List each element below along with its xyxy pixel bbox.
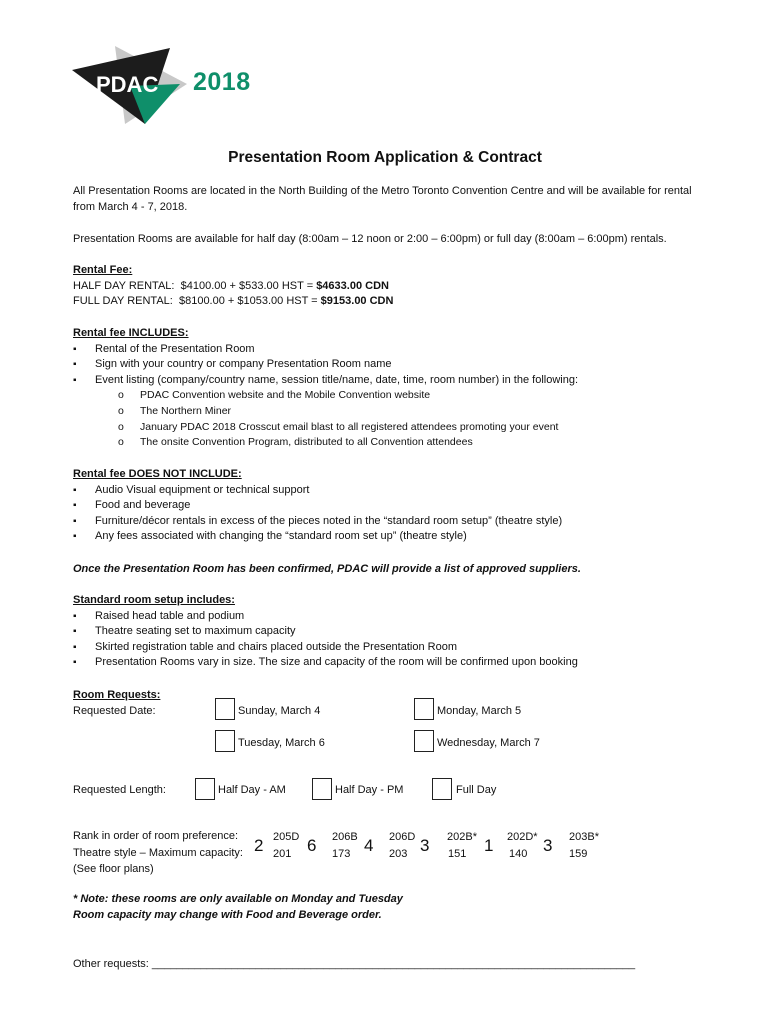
intro-availability: Presentation Rooms are available for half day (8:00am – 12 noon or 2:00 – 6:00pm) or full day (8:00am – 6:00pm) rentals. <box>73 233 667 245</box>
setup-section <box>73 593 713 671</box>
full-day-total: $9153.00 CDN <box>320 295 394 308</box>
room-name-205d: 205D <box>273 831 300 843</box>
requested-length-label: Requested Length: <box>73 784 166 796</box>
checkbox-monday[interactable] <box>414 698 434 720</box>
date-option-sunday: Sunday, March 4 <box>238 705 321 717</box>
half-day-calc: $4100.00 + $533.00 HST = <box>180 279 317 292</box>
room-name-202d: 202D* <box>507 831 538 843</box>
room-capacity-206d: 203 <box>389 848 408 860</box>
list-item: ▪ Raised head table and podium <box>73 609 713 625</box>
rank-202b[interactable]: 3 <box>420 836 430 855</box>
requested-date-label: Requested Date: <box>73 705 156 717</box>
note-capacity: Room capacity may change with Food and Beverage order. <box>73 909 382 921</box>
includes-heading: Rental fee INCLUDES: <box>73 327 189 339</box>
room-capacity-202d: 140 <box>509 848 528 860</box>
length-option-full-day: Full Day <box>456 784 497 796</box>
setup-list <box>73 609 713 671</box>
rank-206b[interactable]: 6 <box>307 836 317 855</box>
room-capacity-203b: 159 <box>569 848 588 860</box>
list-item: ▪ Audio Visual equipment or technical support <box>73 483 713 499</box>
excludes-list <box>73 483 713 545</box>
rental-fee-heading: Rental Fee: <box>73 264 133 276</box>
logo-text: PDAC <box>96 72 159 97</box>
list-item: ▪ Food and beverage <box>73 498 713 514</box>
room-name-202b: 202B* <box>447 831 477 843</box>
other-requests-label: Other requests: <box>73 958 152 970</box>
checkbox-half-day-pm[interactable] <box>312 778 332 800</box>
date-option-monday: Monday, March 5 <box>437 705 522 717</box>
list-item: o PDAC Convention website and the Mobile Convention website <box>118 388 713 404</box>
full-day-calc: $8100.00 + $1053.00 HST = <box>178 295 321 308</box>
list-item: ▪ Skirted registration table and chairs placed outside the Presentation Room <box>73 640 713 656</box>
note-monday-tuesday: * Note: these rooms are only available on Monday and Tuesday <box>73 893 403 905</box>
includes-section <box>73 326 713 451</box>
list-item: ▪ Event listing (company/country name, session title/name, date, time, room number) in the following: <box>73 373 713 389</box>
checkbox-full-day[interactable] <box>432 778 452 800</box>
other-requests-input[interactable]: _______________________________________________________________________________ <box>151 958 636 970</box>
other-requests-line <box>73 957 635 973</box>
date-option-tuesday: Tuesday, March 6 <box>238 737 325 749</box>
pdac-logo-mark <box>70 44 190 128</box>
rental-fee-section <box>73 263 713 310</box>
room-requests-heading: Room Requests: <box>73 689 161 701</box>
half-day-line <box>73 279 713 295</box>
full-day-line <box>73 294 713 310</box>
rank-203b[interactable]: 3 <box>543 836 553 855</box>
room-capacity-205d: 201 <box>273 848 292 860</box>
includes-list <box>73 342 713 389</box>
list-item: ▪ Rental of the Presentation Room <box>73 342 713 358</box>
half-day-label: HALF DAY RENTAL: <box>73 279 175 292</box>
half-day-total: $4633.00 CDN <box>316 279 389 292</box>
list-item: ▪ Theatre seating set to maximum capacity <box>73 624 713 640</box>
list-item: ▪ Furniture/décor rentals in excess of the pieces noted in the “standard room setup” (theatre style) <box>73 514 713 530</box>
setup-heading: Standard room setup includes: <box>73 594 235 606</box>
room-name-203b: 203B* <box>569 831 599 843</box>
list-item: ▪ Any fees associated with changing the “standard room set up” (theatre style) <box>73 529 713 545</box>
list-item: ▪ Sign with your country or company Presentation Room name <box>73 357 713 373</box>
rank-205d[interactable]: 2 <box>254 836 264 855</box>
includes-sublist <box>73 388 713 450</box>
capacity-label: Theatre style – Maximum capacity: <box>73 847 243 859</box>
intro-location: All Presentation Rooms are located in the North Building of the Metro Toronto Convention Centre and will be available for rental from March 4 - 7, 2018. <box>73 185 692 213</box>
room-capacity-206b: 173 <box>332 848 351 860</box>
list-item: o The Northern Miner <box>118 404 713 420</box>
checkbox-sunday[interactable] <box>215 698 235 720</box>
rank-206d[interactable]: 4 <box>364 836 374 855</box>
floor-plans-note: (See floor plans) <box>73 863 154 875</box>
suppliers-note: Once the Presentation Room has been confirmed, PDAC will provide a list of approved suppliers. <box>73 563 581 575</box>
list-item: o January PDAC 2018 Crosscut email blast to all registered attendees promoting your event <box>118 420 713 436</box>
rank-label: Rank in order of room preference: <box>73 830 239 842</box>
checkbox-half-day-am[interactable] <box>195 778 215 800</box>
checkbox-wednesday[interactable] <box>414 730 434 752</box>
list-item: ▪ Presentation Rooms vary in size. The size and capacity of the room will be confirmed upon booking <box>73 655 713 671</box>
rank-202d[interactable]: 1 <box>484 836 494 855</box>
room-name-206b: 206B <box>332 831 358 843</box>
length-option-half-day-pm: Half Day - PM <box>335 784 404 796</box>
date-option-wednesday: Wednesday, March 7 <box>437 737 540 749</box>
year-label: 2018 <box>193 68 251 96</box>
page-title: Presentation Room Application & Contract <box>228 149 542 166</box>
full-day-label: FULL DAY RENTAL: <box>73 295 173 308</box>
room-capacity-202b: 151 <box>448 848 467 860</box>
excludes-heading: Rental fee DOES NOT INCLUDE: <box>73 468 242 480</box>
list-item: o The onsite Convention Program, distributed to all Convention attendees <box>118 435 713 451</box>
excludes-section <box>73 467 713 545</box>
checkbox-tuesday[interactable] <box>215 730 235 752</box>
length-option-half-day-am: Half Day - AM <box>218 784 286 796</box>
room-name-206d: 206D <box>389 831 416 843</box>
